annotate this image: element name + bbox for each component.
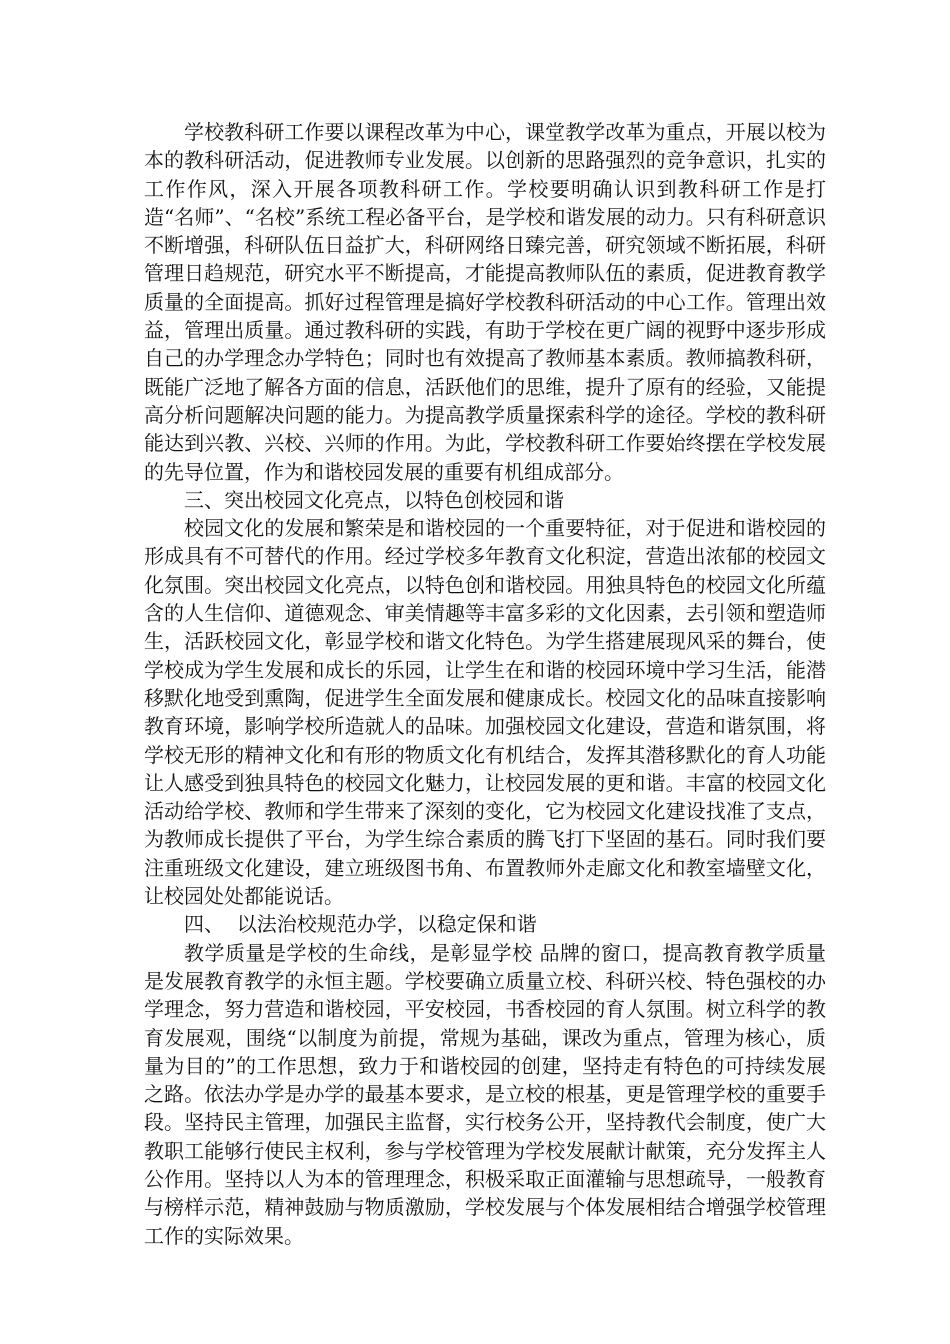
section-heading-campus-culture: 三、突出校园文化亮点，以特色创校园和谐 xyxy=(184,487,564,512)
paragraph-campus-culture: 校园文化的发展和繁荣是和谐校园的一个重要特征，对于促进和谐校园的形成具有不可替代的作用。经过学校多年教育文化积淀，营造出浓郁的校园文化氛围。突出校园文化亮点，以特色创和谐校园。用独具特色的校园文化所蕴含的人生信仰、道德观念、审美情趣等丰富多彩的文化因素，去引领和塑造师生，活跃校园文化，彰显学校和谐文化特色。为学生搭建展现风采的舞台，使学校成为学生发展和成长的乐园，让学生在和谐的校园环境中学习生活，能潜移默化地受到熏陶，促进学生全面发展和健康成长。校园文化的品味直接影响教育环境，影响学校所造就人的品味。加强校园文化建设，营造和谐氛围，将学校无形的精神文化和有形的物质文化有机结合，发挥其潜移默化的育人功能让人感受到独具特色的校园文化魅力，让校园发展的更和谐。丰富的校园文化活动给学校、教师和学生带来了深刻的变化，它为校园文化建设找准了支点，为教师成长提供了平台，为学生综合素质的腾飞打下坚固的基石。同时我们要注重班级文化建设，建立班级图书角、布置教师外走廊文化和教室墙壁文化，让校园处处都能说话。 xyxy=(144,516,826,909)
document-page xyxy=(144,118,826,1250)
paragraph-teaching-research: 学校教科研工作要以课程改革为中心，课堂教学改革为重点，开展以校为本的教科研活动，促进教师专业发展。以创新的思路强烈的竞争意识，扎实的工作作风，深入开展各项教科研工作。学校要明确认识到教科研工作是打造“名师”、“名校”系统工程必备平台，是学校和谐发展的动力。只有科研意识不断增强，科研队伍日益扩大，科研网络日臻完善，研究领域不断拓展，科研管理日趋规范，研究水平不断提高，才能提高教师队伍的素质，促进教育教学质量的全面提高。抓好过程管理是搞好学校教科研活动的中心工作。管理出效益，管理出质量。通过教科研的实践，有助于学校在更广阔的视野中逐步形成自己的办学理念办学特色；同时也有效提高了教师基本素质。教师搞教科研，既能广泛地了解各方面的信息，活跃他们的思维，提升了原有的经验，又能提高分析问题解决问题的能力。为提高教学质量探索科学的途径。学校的教科研能达到兴教、兴校、兴师的作用。为此，学校教科研工作要始终摆在学校发展的先导位置，作为和谐校园发展的重要有机组成部分。 xyxy=(144,120,826,484)
section-heading-rule-of-law: 四、 以法治校规范办学，以稳定保和谐 xyxy=(184,912,537,937)
paragraph-rule-of-law: 教学质量是学校的生命线，是彰显学校 品牌的窗口，提高教育教学质量是发展教育教学的永恒主题。学校要确立质量立校、科研兴校、特色强校的办学理念，努力营造和谐校园，平安校园，书香校园的育人氛围。树立科学的教育发展观，围绕“以制度为前提，常规为基础，课改为重点，管理为核心，质量为目的”的工作思想，致力于和谐校园的创建，坚持走有特色的可持续发展之路。依法办学是办学的最基本要求，是立校的根基，更是管理学校的重要手段。坚持民主管理，加强民主监督，实行校务公开，坚持教代会制度，使广大教职工能够行使民主权利，参与学校管理为学校发展献计献策，充分发挥主人公作用。坚持以人为本的管理理念，积极采取正面灌输与思想疏导，一般教育与榜样示范，精神鼓励与物质激励，学校发展与个体发展相结合增强学校管理工作的实际效果。 xyxy=(144,940,826,1248)
